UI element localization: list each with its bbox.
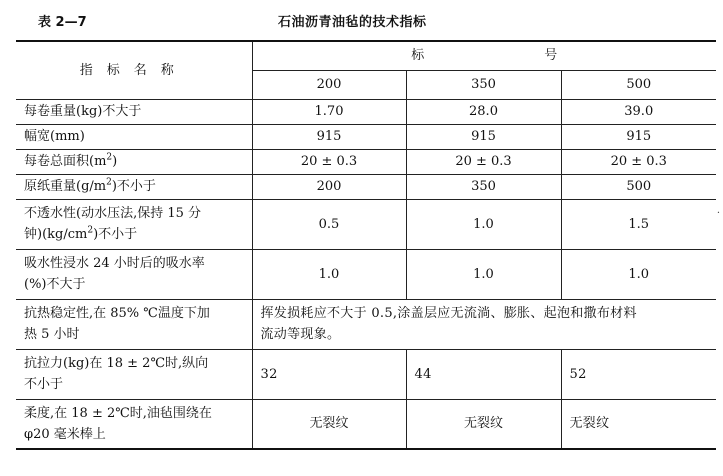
table-number: 表 2—7 (38, 15, 87, 30)
row-label: 幅宽(mm) (16, 124, 252, 149)
row-label (16, 299, 252, 349)
spec-table (16, 40, 716, 450)
row-label-text: 钟)(kg/cm (24, 227, 88, 242)
table-row (16, 249, 716, 299)
row-label-line: (%)不大于 (24, 277, 86, 292)
row-label-line: 抗热稳定性,在 85% ℃温度下加 (24, 306, 210, 321)
grade-header: 350 (406, 70, 561, 99)
row-value: 44 (406, 349, 561, 399)
row-value: 28.0 (406, 99, 561, 124)
row-label-line: φ20 毫米棒上 (24, 426, 106, 442)
row-label-line: 吸水性浸水 24 小时后的吸水率 (24, 256, 205, 271)
margin-mark: · (716, 208, 720, 219)
row-label-line: 抗拉力(kg)在 18 ± 2℃时,纵向 (24, 356, 209, 371)
table-title: 石油沥青油毡的技术指标 (278, 15, 427, 30)
row-value: 20 ± 0.3 (406, 149, 561, 174)
row-label-text: 原纸重量(g/m (24, 179, 107, 194)
code-label-right: 号 (544, 48, 558, 64)
merged-requirement-line: 挥发损耗应不大于 0.5,涂盖层应无流淌、膨胀、起泡和撒布材料 (260, 306, 637, 321)
merged-requirement-line: 流动等现象。 (260, 327, 341, 342)
row-value: 200 (252, 174, 406, 199)
row-value: 无裂纹 (252, 399, 406, 449)
row-label-line: 热 5 小时 (24, 327, 80, 342)
row-label-text: ) (112, 154, 118, 169)
column-header-code (252, 41, 716, 70)
row-value: 52 (561, 349, 716, 399)
row-label-line: 不小于 (24, 377, 64, 392)
row-label (16, 174, 252, 199)
column-header-name: 指标名称 (16, 41, 252, 99)
row-value: 1.0 (561, 249, 716, 299)
table-row (16, 149, 716, 174)
row-label-line: 柔度,在 18 ± 2℃时,油毡围绕在 (24, 405, 212, 421)
table-row (16, 349, 716, 399)
row-value: 0.5 (252, 199, 406, 249)
row-label-superscript: 2 (87, 225, 94, 236)
row-value: 915 (406, 124, 561, 149)
header-row (16, 41, 716, 70)
table-row (16, 199, 716, 249)
row-label (16, 149, 252, 174)
merged-requirement (252, 299, 716, 349)
table-row (16, 99, 716, 124)
table-row (16, 299, 716, 349)
row-value: 915 (561, 124, 716, 149)
row-value: 1.0 (406, 199, 561, 249)
row-value: 1.0 (406, 249, 561, 299)
row-label-superscript: 2 (106, 177, 112, 188)
row-value: 915 (252, 124, 406, 149)
row-label (16, 199, 252, 249)
table-row (16, 124, 716, 149)
row-label (16, 249, 252, 299)
table-caption (0, 11, 723, 31)
grade-header: 500 (561, 70, 716, 99)
row-label: 每卷重量(kg)不大于 (16, 99, 252, 124)
row-label-line (24, 224, 246, 245)
row-value: 无裂纹 (406, 399, 561, 449)
row-label-text: )不小于 (111, 179, 156, 194)
row-label-line: 不透水性(动水压法,保持 15 分 (24, 206, 202, 221)
row-value: 1.5 (561, 199, 716, 249)
row-value: 500 (561, 174, 716, 199)
row-value: 1.0 (252, 249, 406, 299)
row-value: 20 ± 0.3 (561, 149, 716, 174)
table-row (16, 174, 716, 199)
row-value: 39.0 (561, 99, 716, 124)
row-value: 32 (252, 349, 406, 399)
code-label-left: 标 (411, 48, 425, 64)
grade-header: 200 (252, 70, 406, 99)
row-value: 20 ± 0.3 (252, 149, 406, 174)
row-label-text: )不小于 (93, 227, 138, 242)
row-label-text: 每卷总面积(m (24, 154, 107, 169)
table-row (16, 399, 716, 449)
row-label (16, 399, 252, 449)
row-value: 350 (406, 174, 561, 199)
row-label-superscript: 2 (106, 152, 113, 163)
row-value: 无裂纹 (561, 399, 716, 449)
row-value: 1.70 (252, 99, 406, 124)
row-label (16, 349, 252, 399)
